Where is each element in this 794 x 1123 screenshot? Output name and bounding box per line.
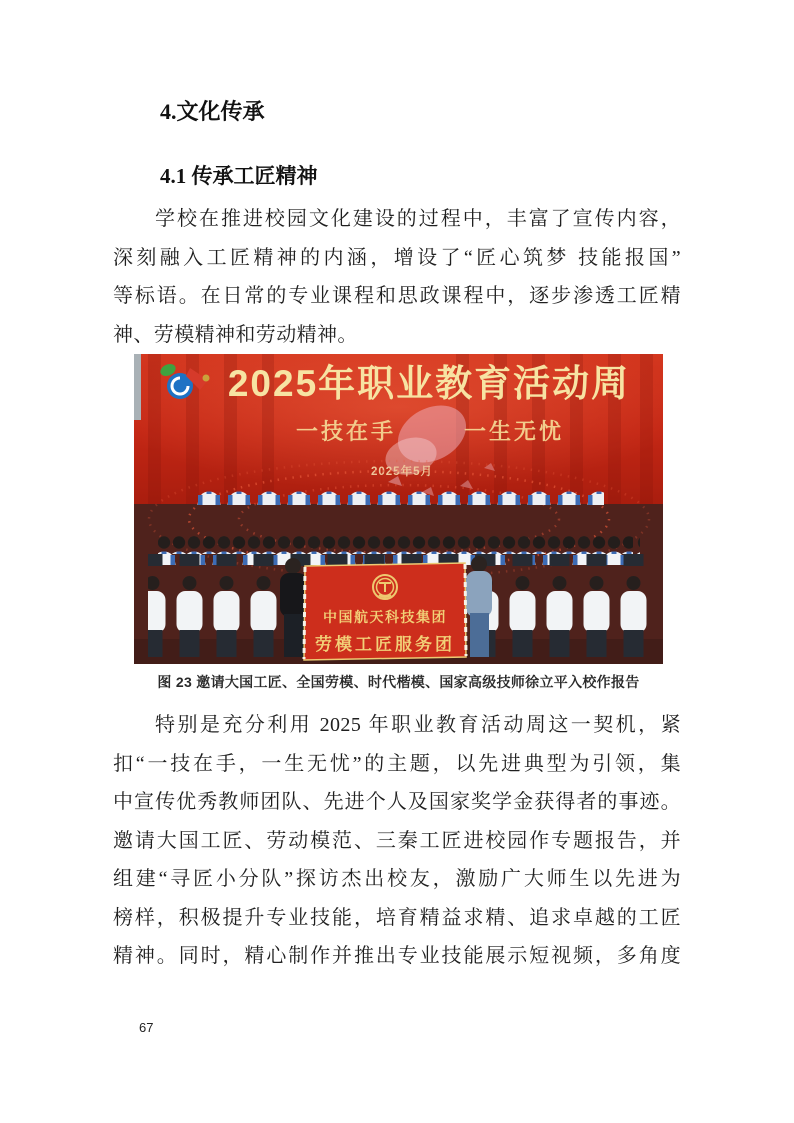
text-line: 等标语。在日常的专业课程和思政课程中，逐步渗透工匠精	[113, 285, 681, 307]
text-line: 榜样，积极提升专业技能，培育精益求精、追求卓越的工匠	[113, 906, 681, 929]
screen-slogan-left: 一技在手	[295, 419, 397, 444]
text-line: 深刻融入工匠精神的内涵，增设了“匠心筑梦 技能报国”	[113, 246, 681, 269]
subsection-heading: 4.1 传承工匠精神	[160, 164, 318, 188]
text-line: 邀请大国工匠、劳动模范、三秦工匠进校园作专题报告，并	[113, 829, 681, 852]
union-emblem	[373, 575, 397, 599]
text-line: 中宣传优秀教师团队、先进个人及国家奖学金获得者的事迹。	[113, 791, 681, 813]
text-line: 组建“寻匠小分队”探访杰出校友，激励广大师生以先进为	[113, 868, 681, 890]
paragraph-1	[113, 200, 681, 354]
event-photo	[134, 354, 663, 664]
text-line: 扣“一技在手，一生无忧”的主题，以先进典型为引领，集	[113, 752, 681, 775]
page-number: 67	[139, 1020, 154, 1035]
text-line: 特别是充分利用 2025 年职业教育活动周这一契机，紧	[155, 714, 681, 736]
screen-date: 2025年5月	[371, 466, 433, 478]
stage-screen	[134, 354, 663, 507]
banner-line2: 劳模工匠服务团	[315, 635, 455, 654]
figure-caption: 图 23 邀请大国工匠、全国劳模、时代楷模、国家高级技师徐立平入校作报告	[157, 674, 640, 690]
text-line: 精神。同时，精心制作并推出专业技能展示短视频，多角度	[113, 945, 681, 967]
text-line: 学校在推进校园文化建设的过程中，丰富了宣传内容，	[155, 208, 681, 230]
banner-line1: 中国航天科技集团	[323, 611, 447, 626]
banner	[304, 563, 466, 660]
figure-23	[134, 354, 663, 692]
text-line: 神、劳模精神和劳动精神。	[113, 323, 358, 346]
paragraph-2	[113, 706, 681, 976]
screen-slogan-right: 一生无忧	[463, 419, 565, 444]
section-heading: 4.文化传承	[160, 99, 265, 124]
wall-sliver	[134, 354, 141, 420]
screen-title: 2025年职业教育活动周	[227, 363, 631, 404]
